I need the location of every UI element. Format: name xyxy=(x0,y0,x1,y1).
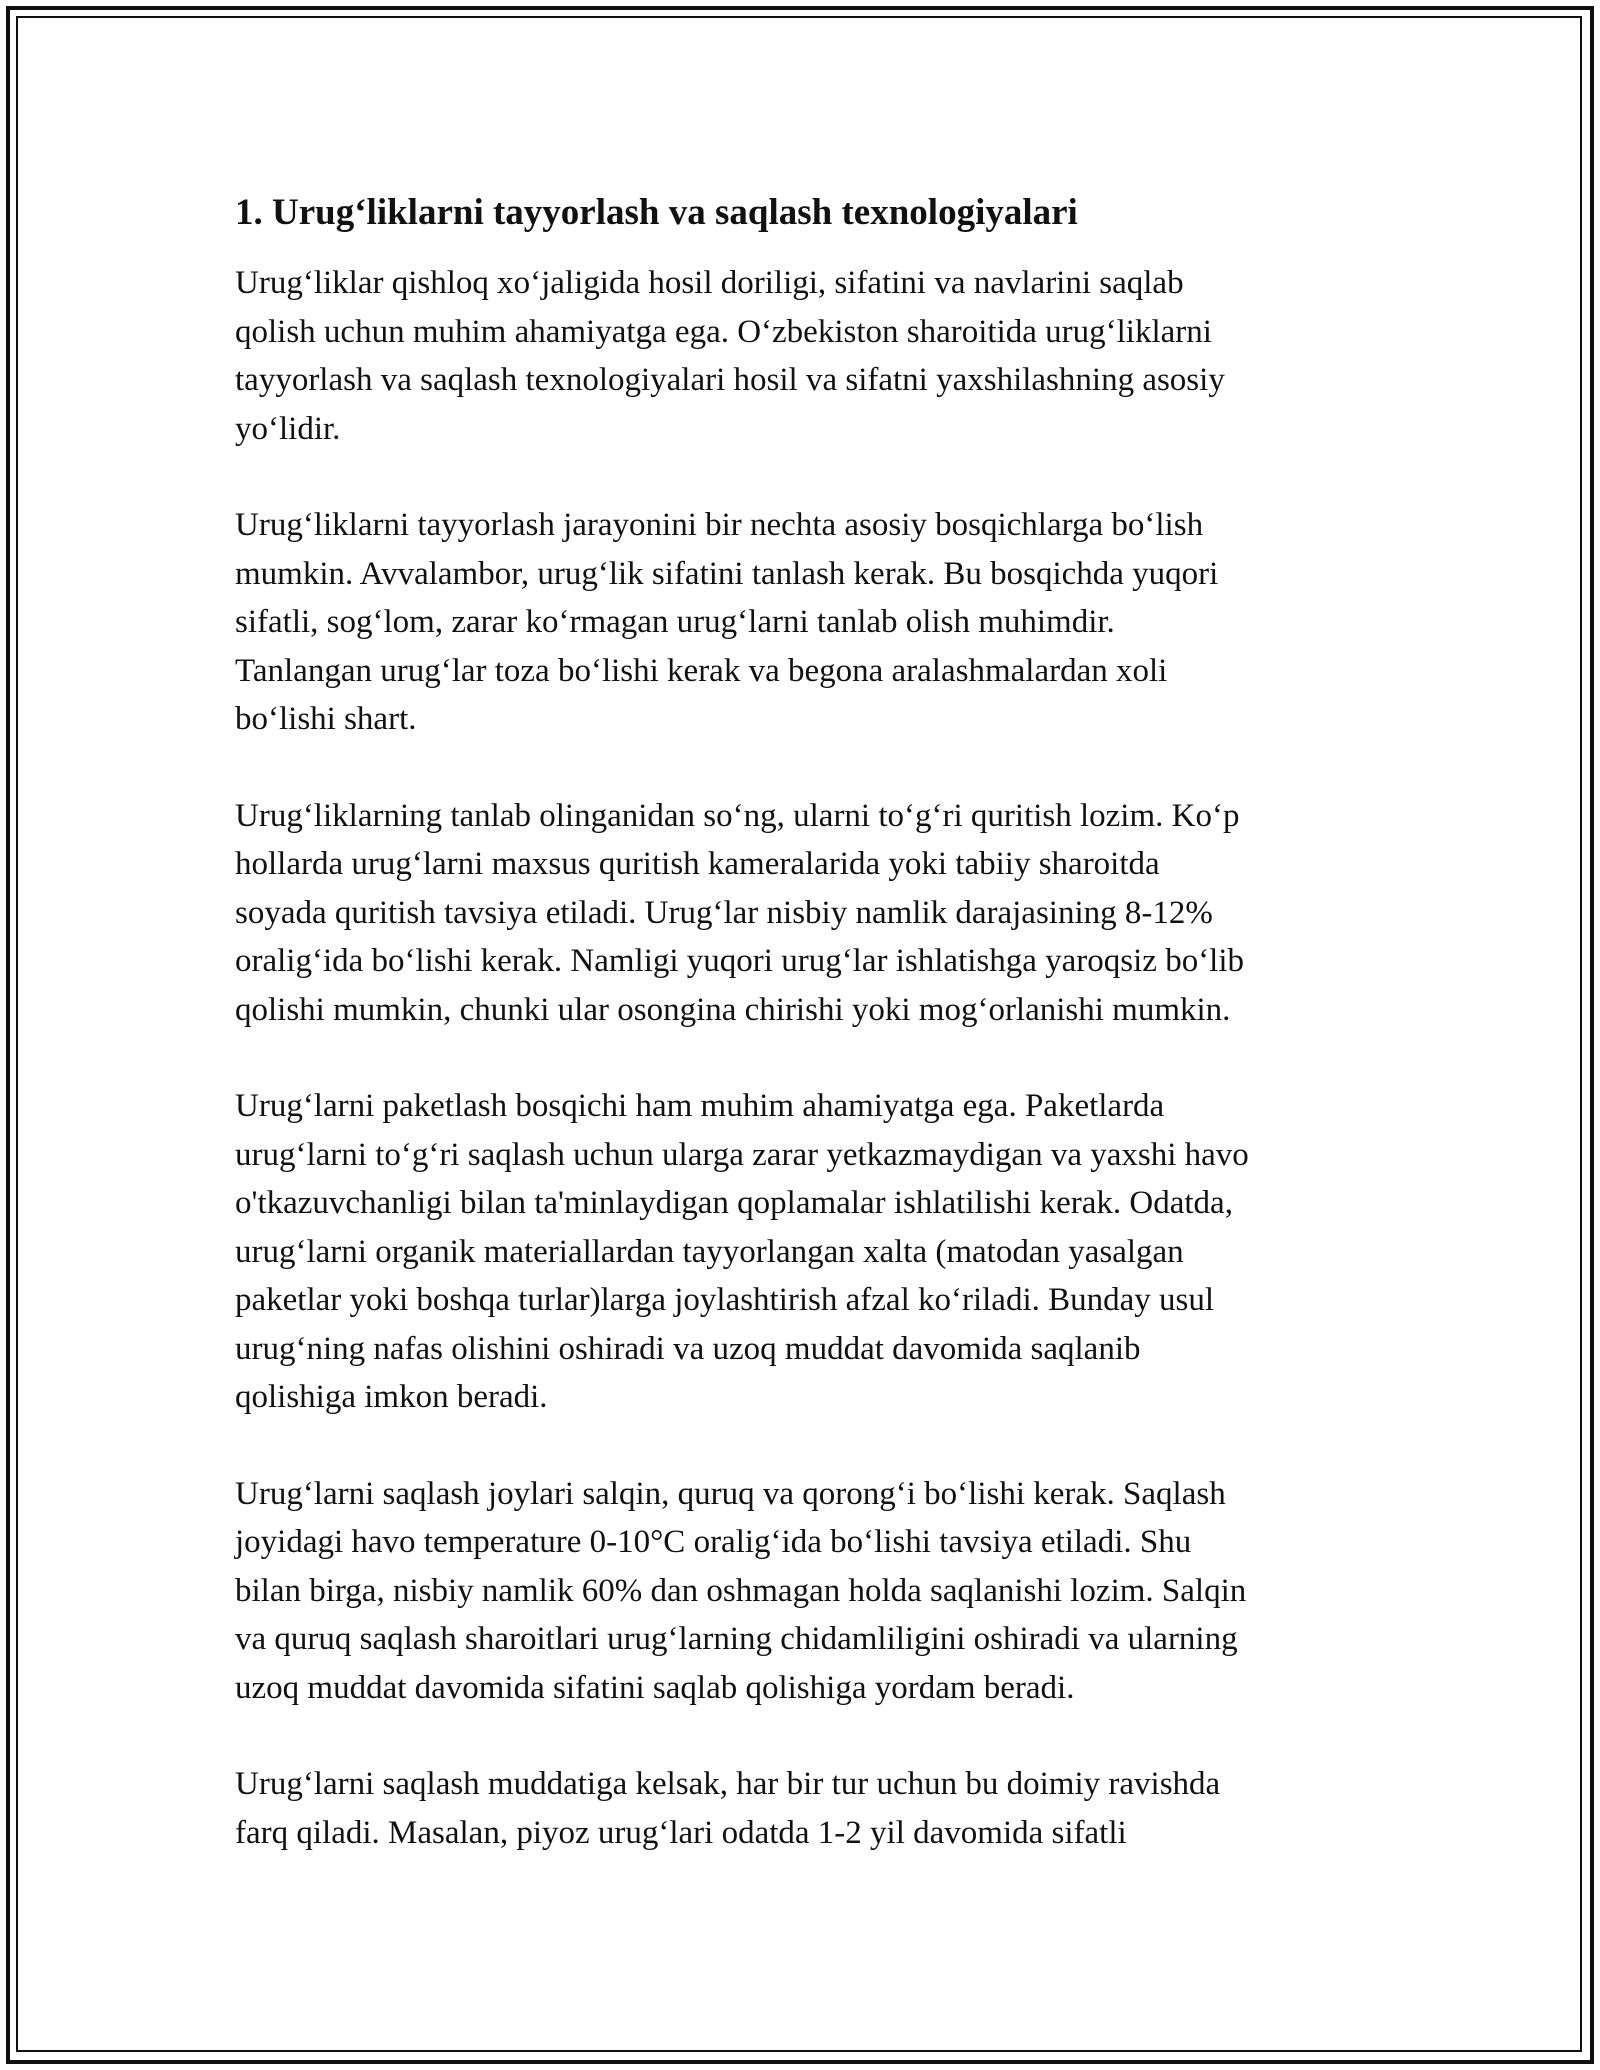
paragraph-line: o'tkazuvchanligi bilan ta'minlaydigan qoplamalar ishlatilishi kerak. Odatda, xyxy=(235,1185,1233,1221)
paragraph-line: Urug‘liklar qishloq xo‘jaligida hosil doriligi, sifatini va navlarini saqlab xyxy=(235,265,1184,301)
document-body xyxy=(235,186,1365,1905)
paragraph-line: joyidagi havo temperature 0-10°C oralig‘ida bo‘lishi tavsiya etiladi. Shu xyxy=(235,1524,1192,1560)
section-heading: 1. Urug‘liklarni tayyorlash va saqlash texnologiyalari xyxy=(235,192,1078,233)
paragraph-line: urug‘larni organik materiallardan tayyorlangan xalta (matodan yasalgan xyxy=(235,1233,1184,1270)
paragraph-line: oralig‘ida bo‘lishi kerak. Namligi yuqori urug‘lar ishlatishga yaroqsiz bo‘lib xyxy=(235,943,1245,979)
paragraph-line: qolishi mumkin, chunki ular osongina chirishi yoki mog‘orlanishi mumkin. xyxy=(235,991,1231,1028)
paragraph-line: Urug‘larni paketlash bosqichi ham muhim ahamiyatga ega. Paketlarda xyxy=(235,1088,1165,1124)
paragraph-line: hollarda urug‘larni maxsus quritish kameralarida yoki tabiiy sharoitda xyxy=(235,846,1160,882)
paragraph-line: va quruq saqlash sharoitlari urug‘larning chidamliligini oshiradi va ularning xyxy=(235,1621,1238,1657)
body-paragraph xyxy=(235,501,1365,744)
paragraph-line: Urug‘larni saqlash muddatiga kelsak, har bir tur uchun bu doimiy ravishda xyxy=(235,1766,1221,1802)
paragraph-line: yo‘lidir. xyxy=(235,410,341,447)
paragraph-line: paketlar yoki boshqa turlar)larga joylashtirish afzal ko‘riladi. Bunday usul xyxy=(235,1282,1215,1318)
paragraph-line: bilan birga, nisbiy namlik 60% dan oshmagan holda saqlanishi lozim. Salqin xyxy=(235,1572,1247,1609)
paragraph-line: Urug‘liklarni tayyorlash jarayonini bir nechta asosiy bosqichlarga bo‘lish xyxy=(235,507,1204,543)
paragraph-line: Urug‘larni saqlash joylari salqin, quruq va qorong‘i bo‘lishi kerak. Saqlash xyxy=(235,1475,1226,1512)
paragraph-line: soyada quritish tavsiya etiladi. Urug‘lar nisbiy namlik darajasining 8-12% xyxy=(235,894,1213,931)
body-paragraph xyxy=(235,259,1365,453)
paragraph-line: Urug‘liklarning tanlab olinganidan so‘ng, ularni to‘g‘ri quritish lozim. Ko‘p xyxy=(235,797,1240,834)
paragraph-line: sifatli, sog‘lom, zarar ko‘rmagan urug‘larni tanlab olish muhimdir. xyxy=(235,604,1115,640)
paragraph-line: urug‘ning nafas olishini oshiradi va uzoq muddat davomida saqlanib xyxy=(235,1330,1141,1367)
body-paragraph xyxy=(235,1760,1365,1857)
body-paragraph xyxy=(235,1470,1365,1713)
paragraph-line: mumkin. Avvalambor, urug‘lik sifatini tanlash kerak. Bu bosqichda yuqori xyxy=(235,555,1219,592)
paragraph-line: qolishiga imkon beradi. xyxy=(235,1379,548,1415)
paragraph-line: tayyorlash va saqlash texnologiyalari hosil va sifatni yaxshilashning asosiy xyxy=(235,362,1225,398)
paragraph-line: uzoq muddat davomida sifatini saqlab qolishiga yordam beradi. xyxy=(235,1669,1075,1706)
paragraph-line: farq qiladi. Masalan, piyoz urug‘lari odatda 1-2 yil davomida sifatli xyxy=(235,1814,1127,1851)
body-paragraph xyxy=(235,792,1365,1035)
paragraph-line: urug‘larni to‘g‘ri saqlash uchun ularga zarar yetkazmaydigan va yaxshi havo xyxy=(235,1136,1249,1173)
paragraph-line: bo‘lishi shart. xyxy=(235,701,417,737)
body-paragraph xyxy=(235,1082,1365,1422)
paragraph-list xyxy=(235,259,1365,1857)
paragraph-line: qolish uchun muhim ahamiyatga ega. O‘zbekiston sharoitida urug‘liklarni xyxy=(235,313,1212,350)
paragraph-line: Tanlangan urug‘lar toza bo‘lishi kerak va begona aralashmalardan xoli xyxy=(235,652,1168,689)
